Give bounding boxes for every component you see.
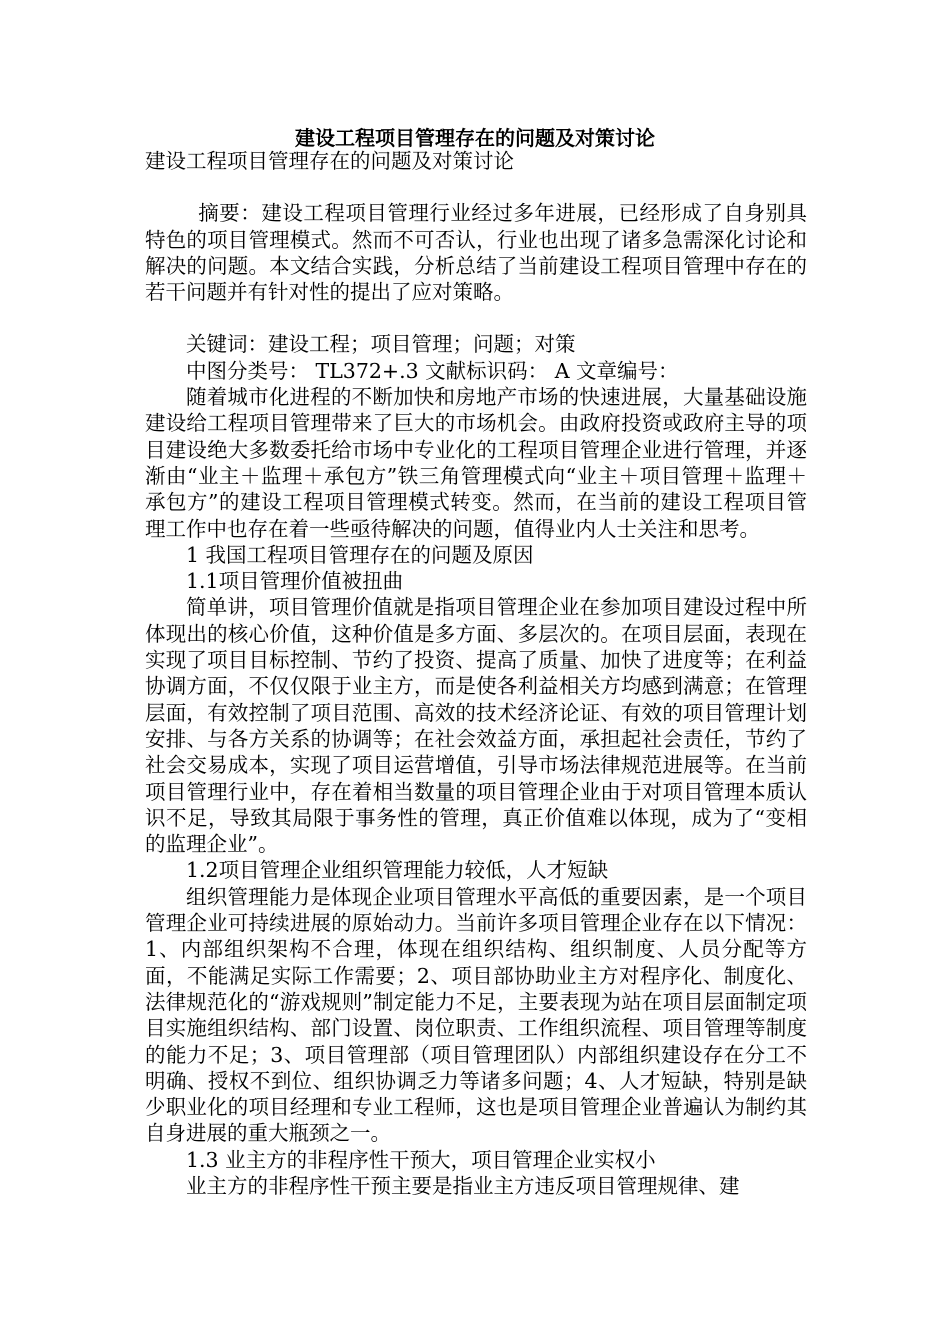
section-1-2-paragraph: 组织管理能力是体现企业项目管理水平高低的重要因素，是一个项目管理企业可持续进展的原始动力。当前许多项目管理企业存在以下情况：1、内部组织架构不合理，体现在组织结构、组织制度、人员分配等方面，不能满足实际工作需要；2、项目部协助业主方对程序化、制度化、法律规范化的“游戏规则”制定能力不足，主要表现为站在项目层面制定项目实施组织结构、部门设置、岗位职责、工作组织流程、项目管理等制度的能力不足；3、项目管理部（项目管理团队）内部组织建设存在分工不明确、授权不到位、组织协调乏力等诸多问题；4、人才短缺，特别是缺少职业化的项目经理和专业工程师，这也是项目管理企业普遍认为制约其自身进展的重大瓶颈之一。 [145,884,807,1146]
spacer [145,305,807,331]
section-1-2-heading: 1.2项目管理企业组织管理能力较低，人才短缺 [186,858,609,883]
section-1-1-heading: 1.1项目管理价值被扭曲 [186,569,404,594]
section-1-1-paragraph: 简单讲，项目管理价值就是指项目管理企业在参加项目建设过程中所体现出的核心价值，这种价值是多方面、多层次的。在项目层面，表现在实现了项目目标控制、节约了投资、提高了质量、加快了进度等；在利益协调方面，不仅仅限于业主方，而是使各利益相关方均感到满意；在管理层面，有效控制了项目范围、高效的技术经济论证、有效的项目管理计划安排、与各方关系的协调等；在社会效益方面，承担起社会责任，节约了社会交易成本，实现了项目运营增值，引导市场法律规范进展等。在当前项目管理行业中，存在着相当数量的项目管理企业由于对项目管理本质认识不足，导致其局限于事务性的管理，真正价值难以体现，成为了“变相的监理企业”。 [145,595,807,857]
section-1-heading: 1 我国工程项目管理存在的问题及原因 [186,542,534,567]
document-title: 建设工程项目管理存在的问题及对策讨论 [295,126,655,150]
abstract-paragraph: 摘要：建设工程项目管理行业经过多年进展，已经形成了自身别具特色的项目管理模式。然而不可否认，行业也出现了诸多急需深化讨论和解决的问题。本文结合实践，分析总结了当前建设工程项目管理中存在的若干问题并有针对性的提出了应对策略。 [145,201,807,305]
document-body [145,148,807,1199]
section-1-3-heading: 1.3 业主方的非程序性干预大，项目管理企业实权小 [186,1147,656,1172]
keywords-line: 关键词：建设工程；项目管理；问题；对策 [186,332,576,357]
section-1-3-paragraph: 业主方的非程序性干预主要是指业主方违反项目管理规律、建 [186,1173,740,1198]
intro-paragraph: 随着城市化进程的不断加快和房地产市场的快速进展，大量基础设施建设给工程项目管理带来了巨大的市场机会。由政府投资或政府主导的项目建设绝大多数委托给市场中专业化的工程项目管理企业进行管理，并逐渐由“业主＋监理＋承包方”铁三角管理模式向“业主＋项目管理＋监理＋承包方”的建设工程项目管理模式转变。然而，在当前的建设工程项目管理工作中也存在着一些亟待解决的问题，值得业内人士关注和思考。 [145,385,807,541]
spacer [145,174,807,200]
document-subtitle: 建设工程项目管理存在的问题及对策讨论 [145,149,514,173]
classification-line: 中图分类号： TL372+.3 文献标识码： A 文章编号： [186,358,679,383]
